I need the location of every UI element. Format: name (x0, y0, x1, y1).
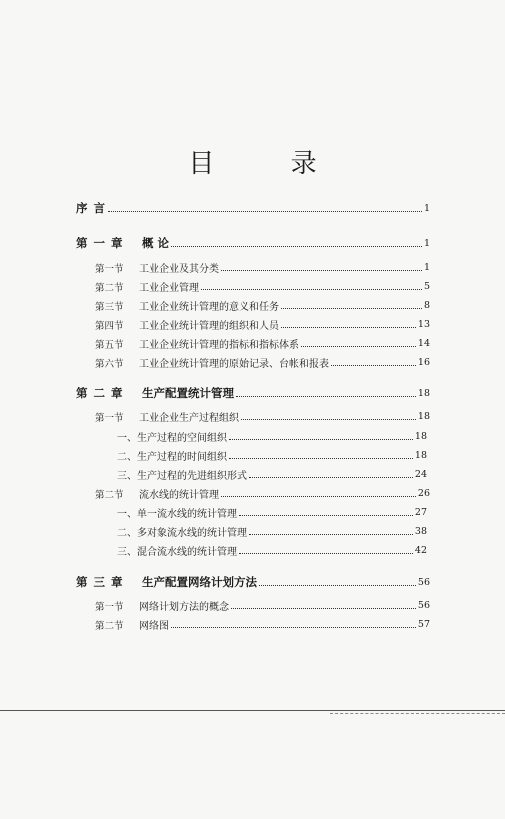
toc-entry[interactable] (117, 542, 427, 558)
leader-dots (281, 308, 422, 309)
leader-dots (301, 346, 416, 347)
toc-entry-page: 38 (414, 525, 427, 537)
toc-entry[interactable] (117, 466, 427, 482)
toc-entry-page: 56 (417, 599, 430, 611)
toc-entry-page: 26 (417, 487, 430, 499)
toc-entry-page: 1 (423, 237, 430, 249)
toc-entry-label (76, 200, 106, 216)
toc-entry[interactable] (95, 259, 430, 275)
leader-dots (171, 627, 416, 628)
toc-entry-title: 一、单一流水线的统计管理 (117, 508, 237, 520)
toc-entry-title: 工业企业统计管理的指标和指标体系 (139, 339, 299, 351)
toc-entry-label (76, 574, 257, 590)
toc-entry[interactable] (95, 297, 430, 313)
toc-entry-number: 第一节 (95, 412, 124, 424)
toc-entry-title: 网络图 (139, 620, 169, 632)
toc-entry-title: 二、多对象流水线的统计管理 (117, 527, 247, 539)
toc-entry-number: 第二节 (95, 282, 124, 294)
toc-entry-page: 18 (414, 430, 427, 442)
toc-entry-page: 24 (414, 468, 427, 480)
toc-entry-title: 工业企业生产过程组织 (139, 412, 239, 424)
leader-dots (239, 553, 413, 554)
leader-dots (281, 327, 416, 328)
bottom-rule (0, 710, 505, 711)
leader-dots (221, 496, 416, 497)
toc-entry-label (95, 598, 229, 613)
toc-entry-number: 第一节 (95, 263, 124, 275)
leader-dots (231, 608, 416, 609)
toc-entry-title: 生产配置网络计划方法 (142, 575, 257, 589)
toc-entry-title: 生产配置统计管理 (142, 386, 234, 400)
bottom-rule-dashed (330, 713, 505, 714)
leader-dots (221, 270, 422, 271)
toc-entry-page: 13 (417, 318, 430, 330)
toc-entry-number: 第二节 (95, 620, 124, 632)
toc-entry[interactable] (95, 408, 430, 424)
toc-entry-page: 56 (417, 576, 430, 588)
toc-entry-number: 第 二 章 (76, 386, 124, 400)
toc-entry-title: 三、生产过程的先进组织形式 (117, 470, 247, 482)
toc-entry[interactable] (95, 616, 430, 632)
toc-entry-title: 一、生产过程的空间组织 (117, 432, 227, 444)
toc-entry-title: 工业企业管理 (139, 282, 199, 294)
leader-dots (241, 419, 416, 420)
toc-entry-number: 第一节 (95, 601, 124, 613)
toc-entry[interactable] (117, 504, 427, 520)
toc-entry-number: 第六节 (95, 358, 124, 370)
toc-entry[interactable] (95, 485, 430, 501)
toc-entry-label (117, 505, 237, 520)
toc-entry-number: 序 言 (76, 201, 107, 215)
toc-entry-page: 18 (414, 449, 427, 461)
toc-entry-label (95, 317, 279, 332)
leader-dots (229, 458, 413, 459)
toc-entry-number: 第 三 章 (76, 575, 124, 589)
toc-entry-page: 5 (423, 280, 430, 292)
toc-entry[interactable] (76, 574, 430, 590)
toc-entry-title: 工业企业统计管理的组织和人员 (139, 320, 279, 332)
toc-entry-label (117, 543, 237, 558)
leader-dots (249, 477, 413, 478)
toc-entry-title: 工业企业统计管理的意义和任务 (139, 301, 279, 313)
toc-entry-label (76, 235, 169, 251)
toc-entry-page: 1 (423, 261, 430, 273)
toc-entry-page: 57 (417, 618, 430, 630)
toc-entry-title: 二、生产过程的时间组织 (117, 451, 227, 463)
toc-entry[interactable] (95, 335, 430, 351)
leader-dots (229, 439, 413, 440)
toc-entry-label (95, 617, 169, 632)
toc-entry-label (117, 524, 247, 539)
toc-entry-title: 工业企业及其分类 (139, 263, 219, 275)
toc-entry-label (117, 448, 227, 463)
toc-entry[interactable] (95, 278, 430, 294)
leader-dots (249, 534, 413, 535)
leader-dots (331, 365, 416, 366)
toc-entry-label (95, 486, 219, 501)
leader-dots (239, 515, 413, 516)
leader-dots (259, 585, 416, 586)
toc-entry-title: 流水线的统计管理 (139, 489, 219, 501)
toc-entry-page: 14 (417, 337, 430, 349)
toc-entry-page: 1 (423, 202, 430, 214)
toc-entry-title: 三、混合流水线的统计管理 (117, 546, 237, 558)
toc-entry[interactable] (76, 235, 430, 251)
toc-entry-number: 第三节 (95, 301, 124, 313)
toc-entry[interactable] (117, 428, 427, 444)
toc-entry-label (95, 298, 279, 313)
toc-entry-page: 18 (417, 387, 430, 399)
toc-entry-label (95, 409, 239, 424)
toc-entry-title: 概 论 (142, 236, 170, 250)
leader-dots (171, 246, 422, 247)
toc-entry[interactable] (95, 354, 430, 370)
toc-entry-page: 42 (414, 544, 427, 556)
toc-entry-number: 第二节 (95, 489, 124, 501)
leader-dots (108, 211, 422, 212)
toc-entry[interactable] (95, 597, 430, 613)
toc-entry-label (117, 467, 247, 482)
toc-entry-number: 第四节 (95, 320, 124, 332)
toc-entry-page: 16 (417, 356, 430, 368)
toc-entry[interactable] (95, 316, 430, 332)
toc-entry-page: 27 (414, 506, 427, 518)
toc-entry[interactable] (117, 523, 427, 539)
toc-entry-label (95, 336, 299, 351)
toc-entry-number: 第五节 (95, 339, 124, 351)
toc-entry[interactable] (76, 385, 430, 401)
toc-entry-label (95, 279, 199, 294)
toc-entry-label (95, 355, 329, 370)
toc-entry-number: 第 一 章 (76, 236, 124, 250)
toc-title: 目 录 (188, 149, 351, 179)
toc-entry-label (117, 429, 227, 444)
toc-entry-label (76, 385, 234, 401)
leader-dots (236, 396, 416, 397)
leader-dots (201, 289, 422, 290)
toc-entry[interactable] (76, 200, 430, 216)
toc-entry-page: 18 (417, 410, 430, 422)
toc-entry-label (95, 260, 219, 275)
toc-entry-title: 网络计划方法的概念 (139, 601, 229, 613)
toc-entry[interactable] (117, 447, 427, 463)
toc-entry-page: 8 (423, 299, 430, 311)
toc-entry-title: 工业企业统计管理的原始记录、台帐和报表 (139, 358, 329, 370)
